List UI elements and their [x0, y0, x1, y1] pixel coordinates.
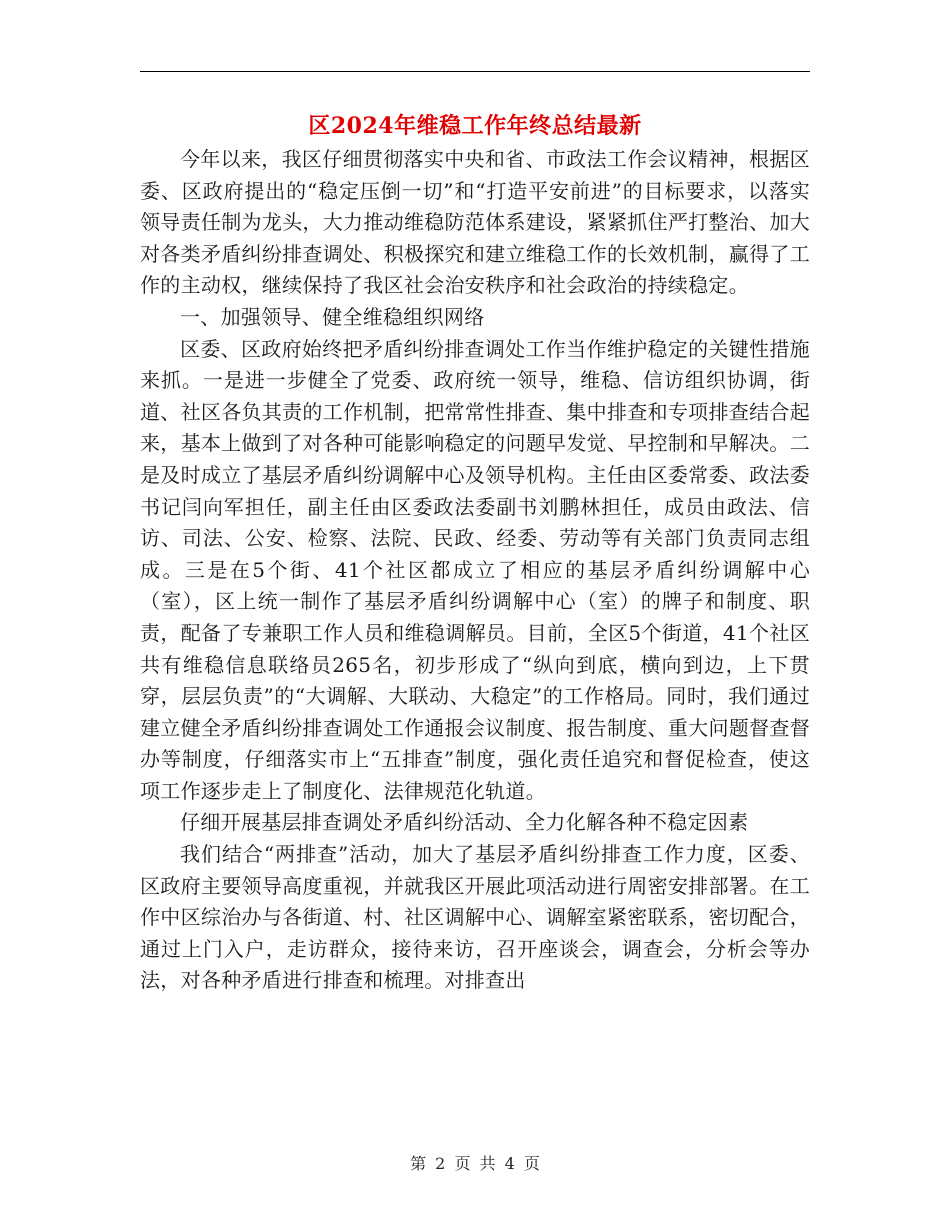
document-body: [140, 144, 810, 997]
page-number: 第 2 页 共 4 页: [410, 1154, 540, 1173]
paragraph-section-1: 区委、区政府始终把矛盾纠纷排查调处工作当作维护稳定的关键性措施来抓。一是进一步健全了党委、政府统一领导，维稳、信访组织协调，街道、社区各负其责的工作机制，把常常性排查、集中排查和专项排查结合起来，基本上做到了对各种可能影响稳定的问题早发觉、早控制和早解决。二是及时成立了基层矛盾纠纷调解中心及领导机构。主任由区委常委、政法委书记闫向军担任，副主任由区委政法委副书刘鹏林担任，成员由政法、信访、司法、公安、检察、法院、民政、经委、劳动等有关部门负责同志组成。三是在5个街、41个社区都成立了相应的基层矛盾纠纷调解中心（室），区上统一制作了基层矛盾纠纷调解中心（室）的牌子和制度、职责，配备了专兼职工作人员和维稳调解员。目前，全区5个街道，41个社区共有维稳信息联络员265名，初步形成了“纵向到底，横向到边，上下贯穿，层层负责”的“大调解、大联动、大稳定”的工作格局。同时，我们通过建立健全矛盾纠纷排查调处工作通报会议制度、报告制度、重大问题督查督办等制度，仔细落实市上“五排查”制度，强化责任追究和督促检查，使这项工作逐步走上了制度化、法律规范化轨道。: [140, 336, 810, 803]
paragraph-section-2: 我们结合“两排查”活动，加大了基层矛盾纠纷排查工作力度，区委、区政府主要领导高度重视，并就我区开展此项活动进行周密安排部署。在工作中区综治办与各街道、村、社区调解中心、调解室紧密联系，密切配合，通过上门入户，走访群众，接待来访，召开座谈会，调查会，分析会等办法，对各种矛盾进行排查和梳理。对排查出: [140, 842, 810, 993]
document-title: 区2024年维稳工作年终总结最新: [308, 113, 642, 139]
section-heading-2: 仔细开展基层排查调处矛盾纠纷活动、全力化解各种不稳定因素: [180, 810, 749, 835]
section-heading-1: 一、加强领导、健全维稳组织网络: [180, 304, 485, 329]
header-rule: [140, 71, 810, 72]
paragraph-intro: 今年以来，我区仔细贯彻落实中央和省、市政法工作会议精神，根据区委、区政府提出的“稳定压倒一切”和“打造平安前进”的目标要求，以落实领导责任制为龙头，大力推动维稳防范体系建设，紧紧抓住严打整治、加大对各类矛盾纠纷排查调处、积极探究和建立维稳工作的长效机制，赢得了工作的主动权，继续保持了我区社会治安秩序和社会政治的持续稳定。: [140, 147, 810, 298]
